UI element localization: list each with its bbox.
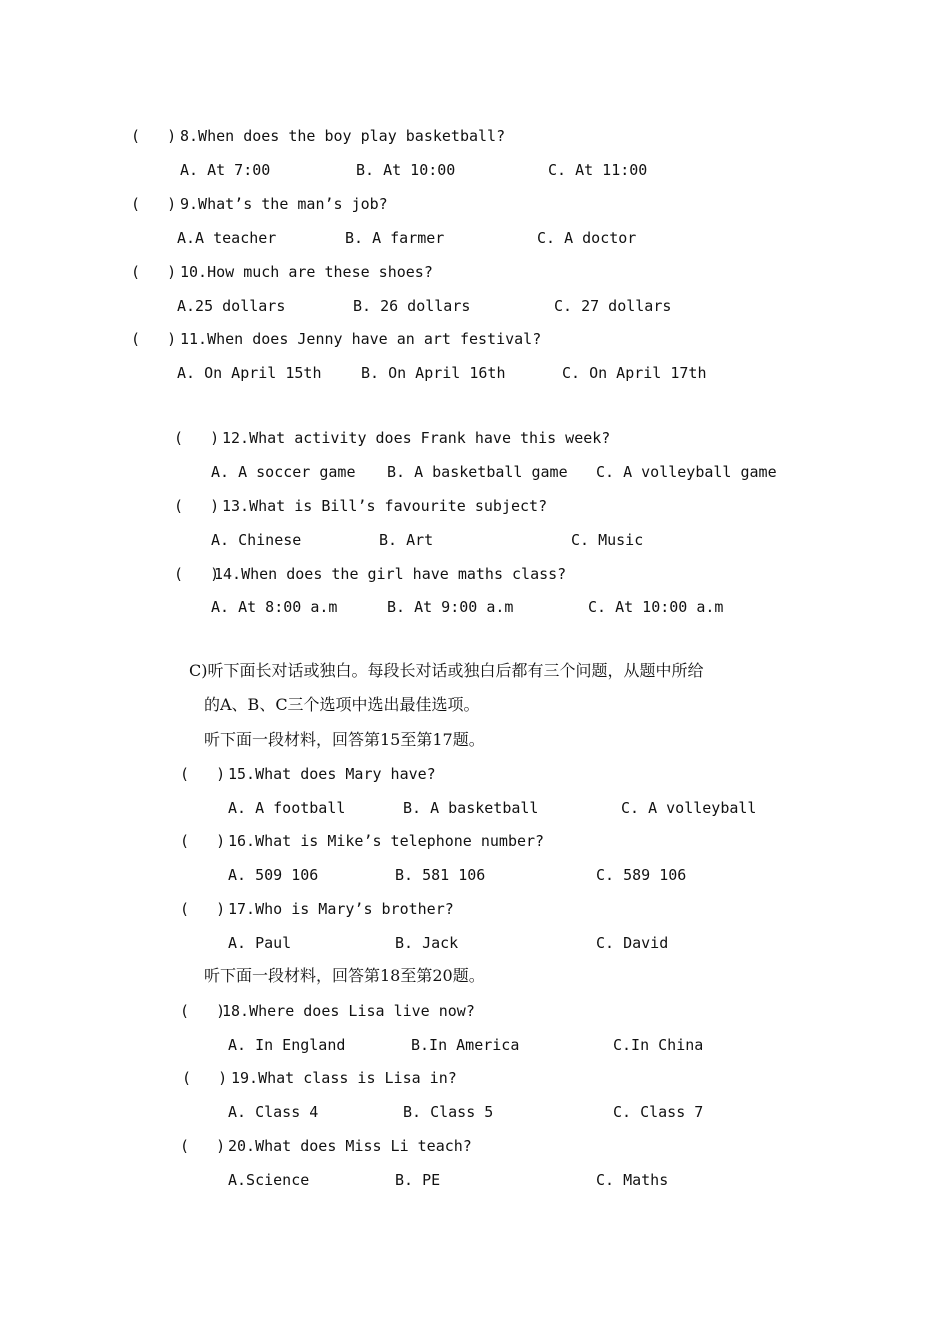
- option-b: B. Class 5: [403, 1103, 494, 1121]
- option-b: B. Art: [379, 531, 434, 549]
- option-a: A.A teacher: [177, 229, 277, 247]
- answer-blank: ( ): [174, 565, 220, 583]
- option-b: B. At 10:00: [356, 161, 456, 179]
- answer-blank: ( ): [174, 497, 220, 515]
- option-a: A. 509 106: [228, 866, 319, 884]
- sub-instruction-15-17: 听下面一段材料，回答第15至第17题。: [204, 730, 485, 749]
- option-c: C. At 10:00 a.m: [588, 598, 724, 616]
- option-c: C.In China: [613, 1036, 704, 1054]
- question-text: 17.Who is Mary’s brother?: [228, 900, 454, 918]
- option-c: C. David: [596, 934, 669, 952]
- question-text: 16.What is Mike’s telephone number?: [228, 832, 545, 850]
- option-a: A.Science: [228, 1171, 310, 1189]
- answer-blank: ( ): [131, 330, 177, 348]
- option-a: A. At 8:00 a.m: [211, 598, 338, 616]
- option-b: B. A basketball game: [387, 463, 568, 481]
- option-a: A. Class 4: [228, 1103, 319, 1121]
- answer-blank: ( ): [180, 1002, 226, 1020]
- question-text: 8.When does the boy play basketball?: [180, 127, 506, 145]
- option-b: B. 26 dollars: [353, 297, 471, 315]
- question-text: 13.What is Bill’s favourite subject?: [222, 497, 548, 515]
- question-text: 18.Where does Lisa live now?: [222, 1002, 475, 1020]
- answer-blank: ( ): [131, 263, 177, 281]
- option-c: C. 27 dollars: [554, 297, 672, 315]
- question-text: 20.What does Miss Li teach?: [228, 1137, 472, 1155]
- option-a: A. On April 15th: [177, 364, 322, 382]
- answer-blank: ( ): [180, 1137, 226, 1155]
- option-c: C. 589 106: [596, 866, 687, 884]
- option-b: B. On April 16th: [361, 364, 506, 382]
- question-text: 12.What activity does Frank have this week?: [222, 429, 611, 447]
- option-c: C. On April 17th: [562, 364, 707, 382]
- section-c-instruction-cont: 的A、B、C三个选项中选出最佳选项。: [204, 695, 480, 714]
- sub-instruction-18-20: 听下面一段材料，回答第18至第20题。: [204, 966, 485, 985]
- answer-blank: ( ): [180, 765, 226, 783]
- option-a: A. A soccer game: [211, 463, 356, 481]
- answer-blank: ( ): [131, 127, 177, 145]
- option-c: C. A volleyball game: [596, 463, 777, 481]
- question-text: 11.When does Jenny have an art festival?: [180, 330, 542, 348]
- option-a: A. In England: [228, 1036, 346, 1054]
- option-c: C. At 11:00: [548, 161, 648, 179]
- option-c: C. Class 7: [613, 1103, 704, 1121]
- option-a: A. At 7:00: [180, 161, 271, 179]
- question-text: 10.How much are these shoes?: [180, 263, 433, 281]
- question-text: 19.What class is Lisa in?: [231, 1069, 457, 1087]
- option-b: B. At 9:00 a.m: [387, 598, 514, 616]
- option-a: A. Paul: [228, 934, 292, 952]
- option-b: B.In America: [411, 1036, 520, 1054]
- option-b: B. A farmer: [345, 229, 445, 247]
- question-text: 15.What does Mary have?: [228, 765, 436, 783]
- answer-blank: ( ): [180, 832, 226, 850]
- option-c: C. A doctor: [537, 229, 637, 247]
- option-b: B. A basketball: [403, 799, 539, 817]
- option-b: B. PE: [395, 1171, 441, 1189]
- answer-blank: ( ): [174, 429, 220, 447]
- section-c-instruction: C)听下面长对话或独白。每段长对话或独白后都有三个问题，从题中所给: [189, 661, 704, 680]
- option-b: B. Jack: [395, 934, 459, 952]
- option-a: A. A football: [228, 799, 346, 817]
- question-text: 9.What’s the man’s job?: [180, 195, 388, 213]
- option-a: A. Chinese: [211, 531, 302, 549]
- option-c: C. A volleyball: [621, 799, 757, 817]
- option-c: C. Maths: [596, 1171, 669, 1189]
- answer-blank: ( ): [182, 1069, 228, 1087]
- answer-blank: ( ): [180, 900, 226, 918]
- option-a: A.25 dollars: [177, 297, 286, 315]
- option-c: C. Music: [571, 531, 644, 549]
- answer-blank: ( ): [131, 195, 177, 213]
- option-b: B. 581 106: [395, 866, 486, 884]
- question-text: 14.When does the girl have maths class?: [214, 565, 567, 583]
